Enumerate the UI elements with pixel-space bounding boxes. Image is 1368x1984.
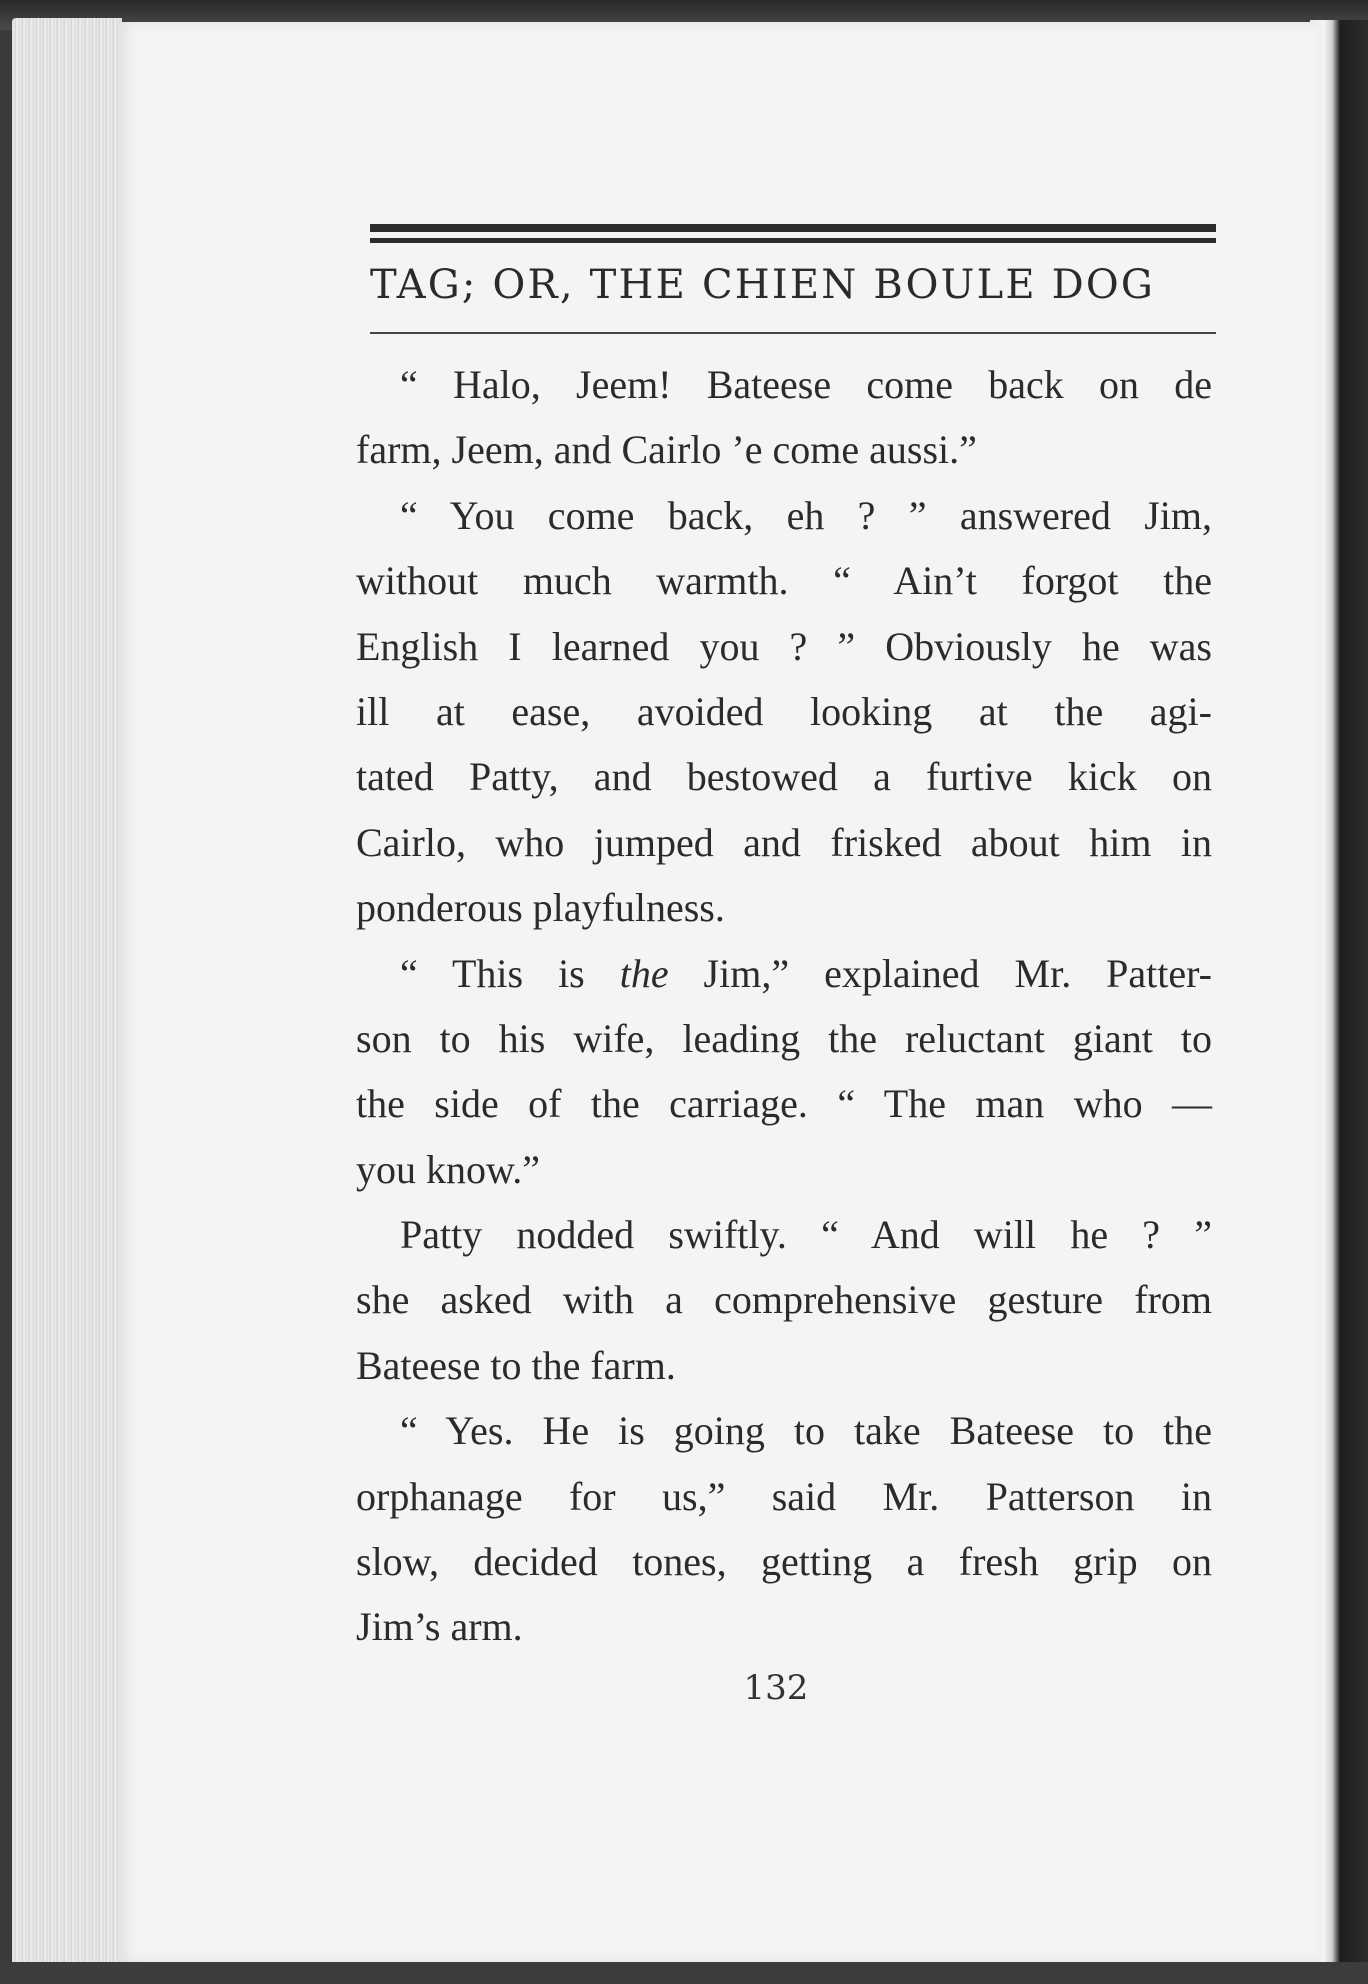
text-line: the side of the carriage. “ The man who —	[356, 1081, 1212, 1127]
body-text	[356, 352, 1212, 1660]
text-line: “ You come back, eh ? ” answered Jim,	[400, 492, 1212, 538]
header-rule-second	[370, 238, 1216, 243]
scan-background-bottom	[0, 1962, 1368, 1984]
text-line: farm, Jeem, and Cairlo ’e come aussi.”	[356, 427, 977, 473]
text-line: Patty nodded swiftly. “ And will he ? ”	[400, 1212, 1212, 1258]
text-line: you know.”	[356, 1146, 541, 1192]
text-line: “ Halo, Jeem! Bateese come back on de	[400, 362, 1212, 407]
text-line: without much warmth. “ Ain’t forgot the	[356, 558, 1212, 604]
header-rule-thin	[370, 332, 1216, 334]
text-line: “ Yes. He is going to take Bateese to the	[400, 1408, 1212, 1454]
text-line: Cairlo, who jumped and frisked about him in	[356, 819, 1212, 865]
page-number: 132	[743, 1668, 809, 1708]
text-line: ponderous playfulness.	[356, 885, 725, 931]
text-line: orphanage for us,” said Mr. Patterson in	[356, 1473, 1212, 1519]
running-head: TAG; OR, THE CHIEN BOULE DOG	[370, 262, 1156, 308]
text-line: tated Patty, and bestowed a furtive kick on	[356, 754, 1212, 800]
header-rule-thick	[370, 224, 1216, 232]
text-line: she asked with a comprehensive gesture from	[356, 1277, 1212, 1323]
text-line: ill at ease, avoided looking at the agi-	[356, 688, 1212, 734]
text-line: son to his wife, leading the reluctant giant to	[356, 1015, 1212, 1061]
text-line: Jim’s arm.	[356, 1604, 523, 1650]
text-line: Bateese to the farm.	[356, 1342, 676, 1388]
text-line-italic: “ This is the Jim,” explained Mr. Patter-	[400, 950, 1212, 996]
italic-emphasis: the	[619, 950, 669, 996]
text-line: slow, decided tones, getting a fresh grip on	[356, 1539, 1212, 1585]
text-line: English I learned you ? ” Obviously he was	[356, 623, 1212, 669]
